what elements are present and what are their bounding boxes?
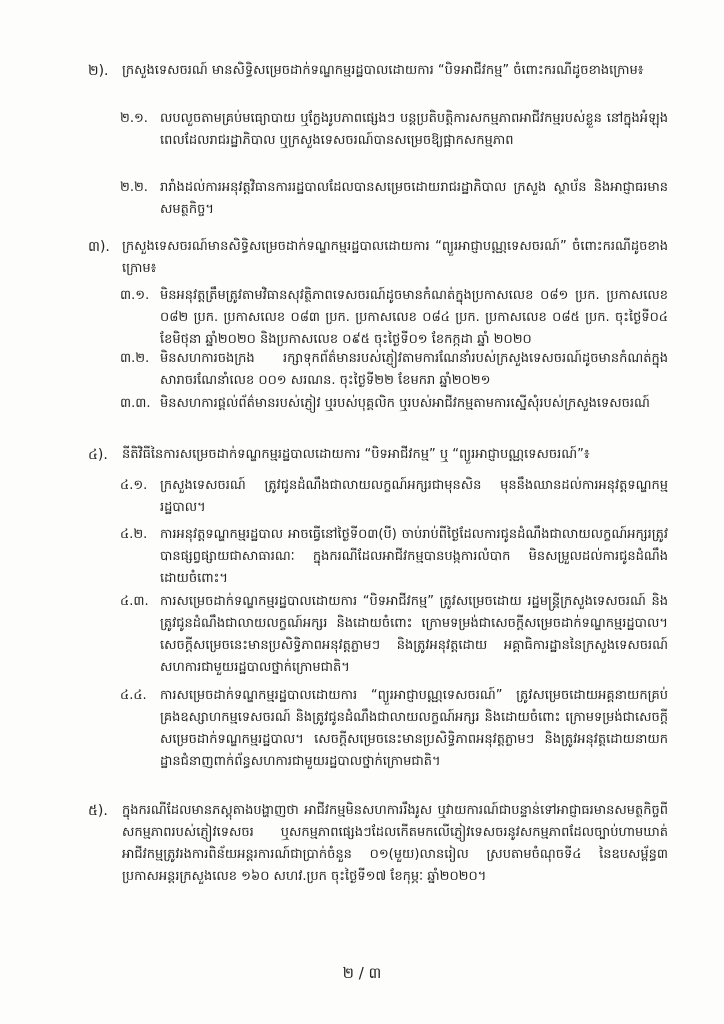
subsection-3-1 — [120, 285, 668, 351]
subsection-number: ៤.១. — [120, 478, 148, 493]
subsection-text: ការសម្រេចដាក់ទណ្ឌកម្មរដ្ឋបាលដោយការ “បិទអាជីវកម្ម” ត្រូវសម្រេចដោយ រដ្ឋមន្ត្រីក្រសួងទេសចរណ៍ និងត្រូវជូនដំណឹងជាលាយលក្ខណ៍អក្សរ និងដោយចំពោះ ក្រោមទម្រង់ជាសេចក្តីសម្រេចដាក់ទណ្ឌកម្មរដ្ឋបាល។ សេចក្តីសម្រេចនេះមានប្រសិទ្ធិភាពអនុវត្តភ្លាមៗ និងត្រូវអនុវត្តដោយ អគ្គាធិការដ្ឋាននៃក្រសួងទេសចរណ៍ សហការជាមួយរដ្ឋបាលថ្នាក់ក្រោមជាតិ។ — [160, 594, 668, 675]
section-3 — [88, 236, 668, 280]
subsection-4-1 — [120, 475, 668, 519]
section-number: ៣). — [88, 239, 110, 255]
subsection-number: ៣.១. — [120, 288, 150, 303]
subsection-4-3 — [120, 591, 668, 679]
subsection-2-2 — [120, 177, 668, 221]
section-text: ក្រសួងទេសចរណ៍មានសិទ្ធិសម្រេចដាក់ទណ្ឌកម្មរដ្ឋបាលដោយការ “ព្យួរអាជ្ញាបណ្ណទេសចរណ៍” ចំពោះករណីដូចខាងក្រោម៖ — [122, 239, 668, 276]
subsection-3-3 — [120, 393, 668, 415]
section-text: នីតិវិធីនៃការសម្រេចដាក់ទណ្ឌកម្មរដ្ឋបាលដោយការ “បិទអាជីវកម្ម” ឬ “ព្យួរអាជ្ញាបណ្ណទេសចរណ៍”៖ — [122, 447, 590, 462]
subsection-2-1 — [120, 108, 668, 152]
section-5 — [88, 800, 668, 888]
subsection-number: ៣.២. — [120, 351, 150, 366]
subsection-text: ក្រសួងទេសចរណ៍ ត្រូវជូនដំណឹងជាលាយលក្ខណ៍អក្សរជាមុនសិន មុននឹងឈានដល់ការអនុវត្តទណ្ឌកម្មរដ្ឋបាល។ — [160, 478, 668, 515]
section-text: ក្រសួងទេសចរណ៍ មានសិទ្ធិសម្រេចដាក់ទណ្ឌកម្មរដ្ឋបាលដោយការ “បិទអាជីវកម្ម” ចំពោះករណីដូចខាងក្រោម៖ — [122, 63, 644, 78]
page-number: ២ / ៣ — [342, 964, 382, 982]
subsection-number: ៤.២. — [120, 527, 148, 542]
subsection-text: លបលួចតាមគ្រប់មធ្យោបាយ ឬក្លែងរូបភាពផ្សេងៗ បន្តប្រតិបត្តិការសកម្មភាពអាជីវកម្មរបស់ខ្លួន នៅក្នុងអំឡុងពេលដែលរាជរដ្ឋាភិបាល ឬក្រសួងទេសចរណ៍បានសម្រេចឱ្យផ្អាកសកម្មភាព — [160, 111, 668, 148]
section-text: ក្នុងករណីដែលមានភស្តុតាងបង្ហាញថា អាជីវកម្មមិនសហការរឹងរូស ឬវាយការណ៍ជាបន្ទាន់ទៅអាជ្ញាធរមានសមត្ថកិច្ចពីសកម្មភាពរបស់ភ្ញៀវទេសចរ ឬសកម្មភាពផ្សេងៗដែលកើតមកលើភ្ញៀវទេសចរនូវសកម្មភាពដែលច្បាប់ហាមឃាត់ អាជីវកម្មត្រូវរងការពិន័យអន្តរការណ៍ជាប្រាក់ចំនួន ០១(មួយ)លានរៀល ស្របតាមចំណុចទី៤ នៃឧបសម្ព័ន្ធ៣ ប្រកាសអន្តរក្រសួងលេខ ១៦០ សហវ.ប្រក ចុះថ្ងៃទី១៧ ខែកុម្ភៈ ឆ្នាំ២០២០។ — [122, 803, 668, 884]
subsection-3-2 — [120, 348, 668, 392]
section-number: ៤). — [88, 447, 108, 463]
subsection-text: រារាំងដល់ការអនុវត្តវិធានការរដ្ឋបាលដែលបានសម្រេចដោយរាជរដ្ឋាភិបាល ក្រសួង ស្ថាប័ន និងអាជ្ញាធរមានសមត្ថកិច្ច។ — [160, 180, 668, 217]
subsection-text: ការអនុវត្តទណ្ឌកម្មរដ្ឋបាល អាចធ្វើនៅថ្ងៃទី០៣(បី) ចាប់រាប់ពីថ្ងៃដែលការជូនដំណឹងជាលាយលក្ខណ៍អក្សរត្រូវបានផ្សព្វផ្សាយជាសាធារណៈ ក្នុងករណីដែលអាជីវកម្មបានបង្កការលំបាក មិនសម្រួលដល់ការជូនដំណឹងដោយចំពោះ។ — [160, 527, 668, 586]
section-number: ៥). — [88, 803, 108, 819]
section-2 — [88, 60, 668, 82]
section-4 — [88, 444, 668, 466]
subsection-4-2 — [120, 524, 668, 590]
subsection-number: ២.១. — [120, 111, 148, 126]
subsection-text: ការសម្រេចដាក់ទណ្ឌកម្មរដ្ឋបាលដោយការ “ព្យួរអាជ្ញាបណ្ណទេសចរណ៍” ត្រូវសម្រេចដោយអគ្គនាយកគ្រប់គ្រងឧស្សាហកម្មទេសចរណ៍ និងត្រូវជូនដំណឹងជាលាយលក្ខណ៍អក្សរ និងដោយចំពោះ ក្រោមទម្រង់ជាសេចក្តីសម្រេចដាក់ទណ្ឌកម្មរដ្ឋបាល។ សេចក្តីសម្រេចនេះមានប្រសិទ្ធិភាពអនុវត្តភ្លាមៗ និងត្រូវអនុវត្តដោយនាយកដ្ឋានជំនាញពាក់ព័ន្ធសហការជាមួយរដ្ឋបាលថ្នាក់ក្រោមជាតិ។ — [160, 688, 668, 769]
subsection-number: ៣.៣. — [120, 396, 151, 411]
subsection-number: ៤.៣. — [120, 594, 149, 609]
subsection-text: មិនអនុវត្តត្រឹមត្រូវតាមវិធានសុវត្ថិភាពទេសចរណ៍ដូចមានកំណត់ក្នុងប្រកាសលេខ ០៨១ ប្រក. ប្រកាសលេខ ០៨២ ប្រក. ប្រកាសលេខ ០៨៣ ប្រក. ប្រកាសលេខ ០៨៤ ប្រក. ប្រកាសលេខ ០៨៥ ប្រក. ចុះថ្ងៃទី០៤ ខែមិថុនា ឆ្នាំ២០២០ និងប្រកាសលេខ ០៩៥ ចុះថ្ងៃទី០១ ខែកក្កដា ឆ្នាំ ២០២០ — [160, 288, 668, 347]
subsection-number: ៤.៤. — [120, 688, 147, 703]
subsection-number: ២.២. — [120, 180, 148, 195]
subsection-text: មិនសហការចងក្រង រក្សាទុកព័ត៌មានរបស់ភ្ញៀវតាមការណែនាំរបស់ក្រសួងទេសចរណ៍ដូចមានកំណត់ក្នុងសារាចរណែនាំលេខ ០០១ សរណន. ចុះថ្ងៃទី២២ ខែមករា ឆ្នាំ២០២១ — [160, 351, 668, 388]
subsection-4-4 — [120, 685, 668, 773]
section-number: ២). — [88, 63, 109, 79]
subsection-text: មិនសហការផ្តល់ព័ត៌មានរបស់ភ្ញៀវ ឬរបស់បុគ្គលិក ឬរបស់អាជីវកម្មតាមការស្នើសុំរបស់ក្រសួងទេសចរណ៍ — [160, 396, 650, 411]
